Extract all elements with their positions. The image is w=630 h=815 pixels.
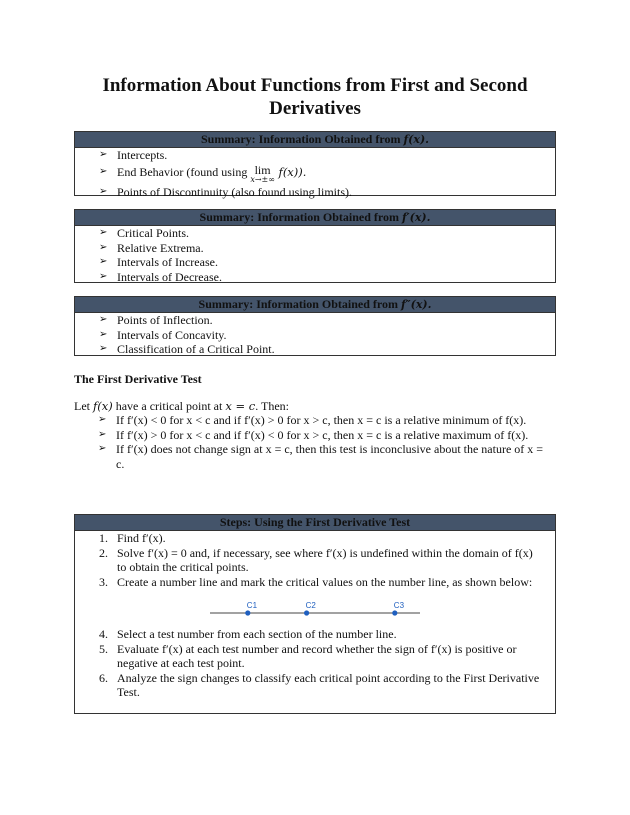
arrow-bullet-icon: ➢ bbox=[99, 270, 108, 282]
arrow-bullet-icon: ➢ bbox=[99, 314, 108, 325]
number-line-row bbox=[75, 589, 555, 627]
first-derivative-test-list bbox=[74, 413, 554, 471]
summary-fprime-header: Summary: Information Obtained from f′(x). bbox=[75, 210, 555, 226]
list-item: 6. Analyze the sign changes to classify each critical point according to the First Derivative Test. bbox=[99, 670, 540, 699]
page-title: Information About Functions from First and Second Derivatives bbox=[102, 75, 528, 119]
arrow-bullet-icon: ➢ bbox=[99, 256, 108, 267]
critical-point-label: C3 bbox=[393, 601, 405, 610]
list-item: ➢ Intervals of Decrease. bbox=[99, 269, 222, 284]
summary-fdoubleprime-box bbox=[74, 296, 556, 356]
list-item: ➢ If f′(x) does not change sign at x = c, then this test is inconclusive about the nature of x = c. bbox=[98, 442, 544, 471]
list-item: ➢ Classification of a Critical Point. bbox=[99, 342, 275, 356]
summary-fdoubleprime-list bbox=[75, 313, 555, 357]
summary-f-header-math: f(x). bbox=[403, 133, 429, 146]
steps-box bbox=[74, 514, 556, 714]
steps-list bbox=[75, 531, 555, 700]
arrow-bullet-icon: ➢ bbox=[98, 414, 107, 425]
list-item: ➢ Critical Points. bbox=[99, 226, 189, 240]
critical-point-label: C1 bbox=[246, 601, 258, 610]
number-line-diagram bbox=[75, 589, 555, 627]
list-item: ➢ If f′(x) > 0 for x < c and if f′(x) < 0 for x > c, then x = c is a relative maximum of f(x). bbox=[98, 427, 529, 442]
critical-point-marker bbox=[392, 610, 397, 615]
arrow-bullet-icon: ➢ bbox=[99, 149, 108, 160]
critical-point-label: C2 bbox=[305, 601, 316, 610]
list-item: 4. Select a test number from each section of the number line. bbox=[99, 627, 397, 641]
list-item: ➢ Intervals of Concavity. bbox=[99, 327, 227, 342]
number-line bbox=[75, 589, 545, 627]
steps-header: Steps: Using the First Derivative Test bbox=[75, 515, 555, 531]
summary-fdoubleprime-header: Summary: Information Obtained from f″(x). bbox=[75, 297, 555, 313]
summary-f-list bbox=[75, 148, 555, 199]
list-item: ➢ If f′(x) < 0 for x < c and if f′(x) > 0 for x > c, then x = c is a relative minimum of f(x). bbox=[98, 413, 527, 427]
critical-point-marker bbox=[245, 610, 250, 615]
arrow-bullet-icon: ➢ bbox=[99, 227, 108, 238]
list-item: ➢ Intervals of Increase. bbox=[99, 255, 218, 269]
critical-point-marker bbox=[304, 610, 309, 615]
summary-f-header bbox=[75, 132, 555, 148]
summary-f-box bbox=[74, 131, 556, 199]
summary-fprime-list bbox=[75, 226, 555, 284]
list-item: 5. Evaluate f′(x) at each test number and record whether the sign of f′(x) is positive or negative at each test point. bbox=[99, 641, 517, 670]
arrow-bullet-icon: ➢ bbox=[98, 428, 107, 440]
limit-notation: lim x→±∞ bbox=[250, 162, 275, 184]
list-item: ➢ End Behavior (found using lim x→±∞ f(x)). bbox=[99, 162, 307, 184]
summary-fprime-box bbox=[74, 209, 556, 283]
arrow-bullet-icon: ➢ bbox=[99, 328, 108, 340]
intro-text: Let f(x) have a critical point at x = c. Then: bbox=[74, 399, 289, 413]
list-item: ➢ Relative Extrema. bbox=[99, 240, 204, 255]
summary-f-header-text: Summary: Information Obtained from bbox=[201, 132, 404, 146]
list-item: 3. Create a number line and mark the critical values on the number line, as shown below: bbox=[99, 574, 533, 589]
list-item: 1. Find f′(x). bbox=[99, 531, 166, 545]
arrow-bullet-icon: ➢ bbox=[99, 343, 108, 354]
arrow-bullet-icon: ➢ bbox=[99, 241, 108, 253]
arrow-bullet-icon: ➢ bbox=[98, 443, 107, 454]
list-item: ➢ Points of Discontinuity (also found using limits). bbox=[99, 184, 353, 199]
list-item: 2. Solve f′(x) = 0 and, if necessary, see where f′(x) is undefined within the domain of f(x) to obtain the critical points. bbox=[99, 545, 533, 574]
list-item: ➢ Intercepts. bbox=[99, 148, 168, 162]
arrow-bullet-icon: ➢ bbox=[99, 165, 108, 177]
section-heading: The First Derivative Test bbox=[74, 372, 202, 386]
list-item: ➢ Points of Inflection. bbox=[99, 313, 213, 327]
arrow-bullet-icon: ➢ bbox=[99, 185, 108, 197]
